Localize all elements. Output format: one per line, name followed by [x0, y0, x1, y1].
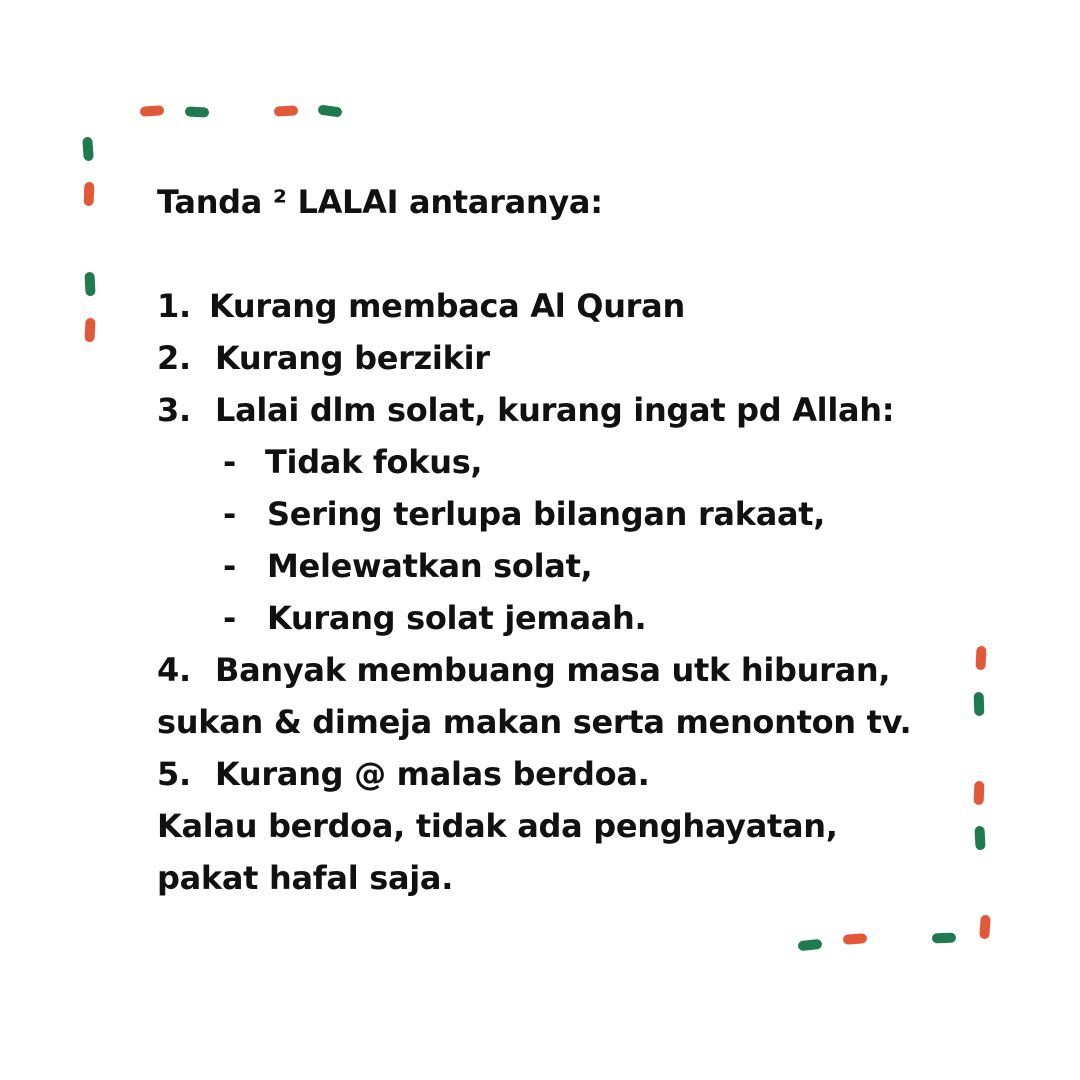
list-text: Kurang @ malas berdoa.: [215, 755, 650, 793]
list-continuation: sukan & dimeja makan serta menonton tv.: [157, 703, 912, 741]
sub-dash: -: [223, 443, 236, 481]
sub-text: Kurang solat jemaah.: [267, 599, 647, 637]
list-number: 4.: [157, 651, 191, 689]
sub-list-item: [157, 592, 1037, 644]
sub-dash: -: [223, 599, 236, 637]
dash-mark-green: [82, 137, 94, 162]
sub-list-item: [157, 436, 1037, 488]
dash-mark-green: [185, 106, 209, 117]
sub-list-item: [157, 488, 1037, 540]
list-item: [157, 384, 1037, 436]
dash-mark-red: [84, 318, 95, 342]
list-text: Lalai dlm solat, kurang ingat pd Allah:: [215, 391, 895, 429]
list-item: [157, 332, 1037, 384]
dash-mark-green: [932, 933, 956, 944]
list-number: 5.: [157, 755, 191, 793]
list-item: [157, 644, 1037, 696]
list-text: Kurang membaca Al Quran: [209, 287, 685, 325]
sub-text: Sering terlupa bilangan rakaat,: [267, 495, 826, 533]
dash-mark-red: [274, 105, 298, 116]
list-note: pakat hafal saja.: [157, 859, 454, 897]
post-title: Tanda ² LALAI antaranya:: [157, 183, 603, 221]
dash-mark-red: [843, 933, 868, 945]
dash-mark-red: [140, 105, 165, 117]
list-item: [157, 280, 1037, 332]
post-text: [157, 176, 1037, 904]
sub-text: Melewatkan solat,: [267, 547, 593, 585]
dash-mark-green: [798, 939, 823, 951]
sub-list-item: [157, 540, 1037, 592]
sub-dash: -: [223, 547, 236, 585]
list-item: [157, 748, 1037, 800]
dash-mark-green: [317, 104, 342, 117]
list-note: Kalau berdoa, tidak ada penghayatan,: [157, 807, 838, 845]
sub-text: Tidak fokus,: [265, 443, 483, 481]
dash-mark-green: [84, 272, 95, 296]
list-number: 3.: [157, 391, 191, 429]
spacer: [157, 228, 1037, 280]
list-text: Banyak membuang masa utk hiburan,: [215, 651, 891, 689]
list-number: 2.: [157, 339, 191, 377]
list-number: 1.: [157, 287, 191, 325]
dash-mark-red: [84, 182, 95, 206]
sub-dash: -: [223, 495, 236, 533]
dash-mark-red: [979, 915, 991, 940]
list-text: Kurang berzikir: [215, 339, 490, 377]
